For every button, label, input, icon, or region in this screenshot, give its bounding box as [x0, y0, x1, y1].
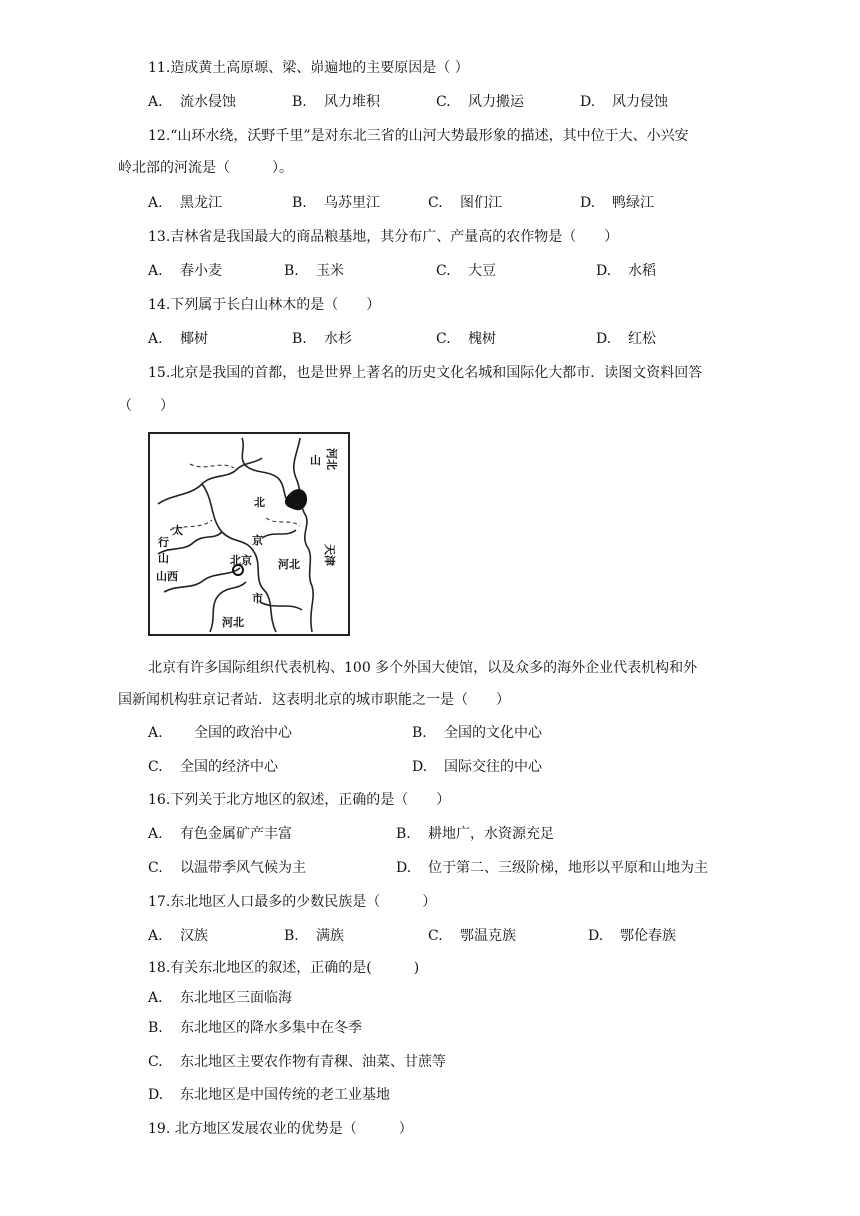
question-15-passage-2: 国新闻机构驻京记者站．这表明北京的城市职能之一是（ ）	[118, 692, 510, 708]
question-11: 11.造成黄土高原塬、梁、峁遍地的主要原因是（ ）	[148, 60, 469, 76]
option-17-c: C. 鄂温克族	[428, 928, 516, 944]
option-15-c: C. 全国的经济中心	[148, 759, 278, 775]
option-14-d: D. 红松	[596, 331, 656, 347]
option-15-a: A. 全国的政治中心	[148, 725, 292, 741]
question-17: 17.东北地区人口最多的少数民族是（ ）	[148, 894, 437, 910]
question-13: 13.吉林省是我国最大的商品粮基地，其分布广、产量高的农作物是（ ）	[148, 229, 619, 245]
boundary-inner	[262, 530, 296, 538]
beijing-map-drawing	[150, 434, 348, 634]
option-15-d: D. 国际交往的中心	[412, 759, 542, 775]
dashed-line-1	[190, 464, 234, 468]
river-north	[242, 438, 290, 504]
option-16-c: C. 以温带季风气候为主	[148, 860, 306, 876]
reservoir-shape	[285, 489, 307, 510]
question-12: 12.“山环水绕，沃野千里”是对东北三省的山河大势最形象的描述，其中位于大、小兴安	[148, 128, 689, 144]
option-17-d: D. 鄂伦春族	[588, 928, 676, 944]
option-11-a: A. 流水侵蚀	[148, 94, 236, 110]
question-18: 18.有关东北地区的叙述，正确的是( )	[148, 960, 420, 976]
option-11-d: D. 风力侵蚀	[580, 94, 668, 110]
border-east	[294, 438, 313, 632]
label-beijing: 北京	[230, 554, 252, 567]
question-12-cont: 岭北部的河流是（ ）。	[118, 160, 293, 176]
label-shi: 市	[252, 592, 263, 605]
option-17-a: A. 汉族	[148, 928, 208, 944]
option-13-c: C. 大豆	[436, 263, 496, 279]
label-shan-2: 山	[158, 552, 169, 565]
question-14: 14.下列属于长白山林木的是（ ）	[148, 297, 381, 313]
label-hang: 行	[158, 536, 169, 549]
beijing-map	[148, 432, 350, 636]
option-18-b: B. 东北地区的降水多集中在冬季	[148, 1020, 362, 1036]
question-16: 16.下列关于北方地区的叙述，正确的是（ ）	[148, 792, 451, 808]
question-15: 15.北京是我国的首都，也是世界上著名的历史文化名城和国际化大都市．读图文资料回答	[148, 365, 703, 381]
label-tianjin: 天津	[323, 544, 336, 566]
option-16-b: B. 耕地广，水资源充足	[396, 826, 554, 842]
option-16-d: D. 位于第二、三级阶梯，地形以平原和山地为主	[396, 860, 708, 876]
label-hebei-inner: 河北	[278, 558, 300, 571]
question-19: 19. 北方地区发展农业的优势是（ ）	[148, 1121, 413, 1137]
option-13-d: D. 水稻	[596, 263, 656, 279]
option-13-b: B. 玉米	[284, 263, 344, 279]
label-jing: 京	[252, 534, 263, 547]
option-16-a: A. 有色金属矿产丰富	[148, 826, 292, 842]
label-tai: 太	[172, 524, 183, 537]
option-12-c: C. 图们江	[428, 195, 502, 211]
option-14-c: C. 槐树	[436, 331, 496, 347]
question-15-cont: （ ）	[118, 398, 174, 414]
option-13-a: A. 春小麦	[148, 263, 222, 279]
border-north	[158, 458, 262, 504]
label-shan: 山	[310, 454, 321, 467]
option-12-d: D. 鸭绿江	[580, 195, 654, 211]
option-15-b: B. 全国的文化中心	[412, 725, 542, 741]
option-14-a: A. 椰树	[148, 331, 208, 347]
option-18-a: A. 东北地区三面临海	[148, 990, 292, 1006]
option-17-b: B. 满族	[284, 928, 344, 944]
dashed-line-3	[266, 518, 300, 526]
label-hebei-bottom: 河北	[222, 616, 244, 629]
option-18-d: D. 东北地区是中国传统的老工业基地	[148, 1087, 390, 1103]
option-11-c: C. 风力搬运	[436, 94, 524, 110]
option-14-b: B. 水杉	[292, 331, 352, 347]
option-18-c: C. 东北地区主要农作物有青稞、油菜、甘蔗等	[148, 1054, 446, 1070]
option-12-b: B. 乌苏里江	[292, 195, 380, 211]
option-12-a: A. 黑龙江	[148, 195, 222, 211]
label-bei: 北	[254, 496, 265, 509]
option-11-b: B. 风力堆积	[292, 94, 380, 110]
question-15-passage-1: 北京有许多国际组织代表机构、100 多个外国大使馆，以及众多的海外企业代表机构和外	[148, 660, 698, 676]
label-hebei-top-right: 河北	[325, 448, 338, 470]
label-shanxi: 山西	[156, 570, 178, 583]
boundary-south-east	[260, 602, 302, 610]
